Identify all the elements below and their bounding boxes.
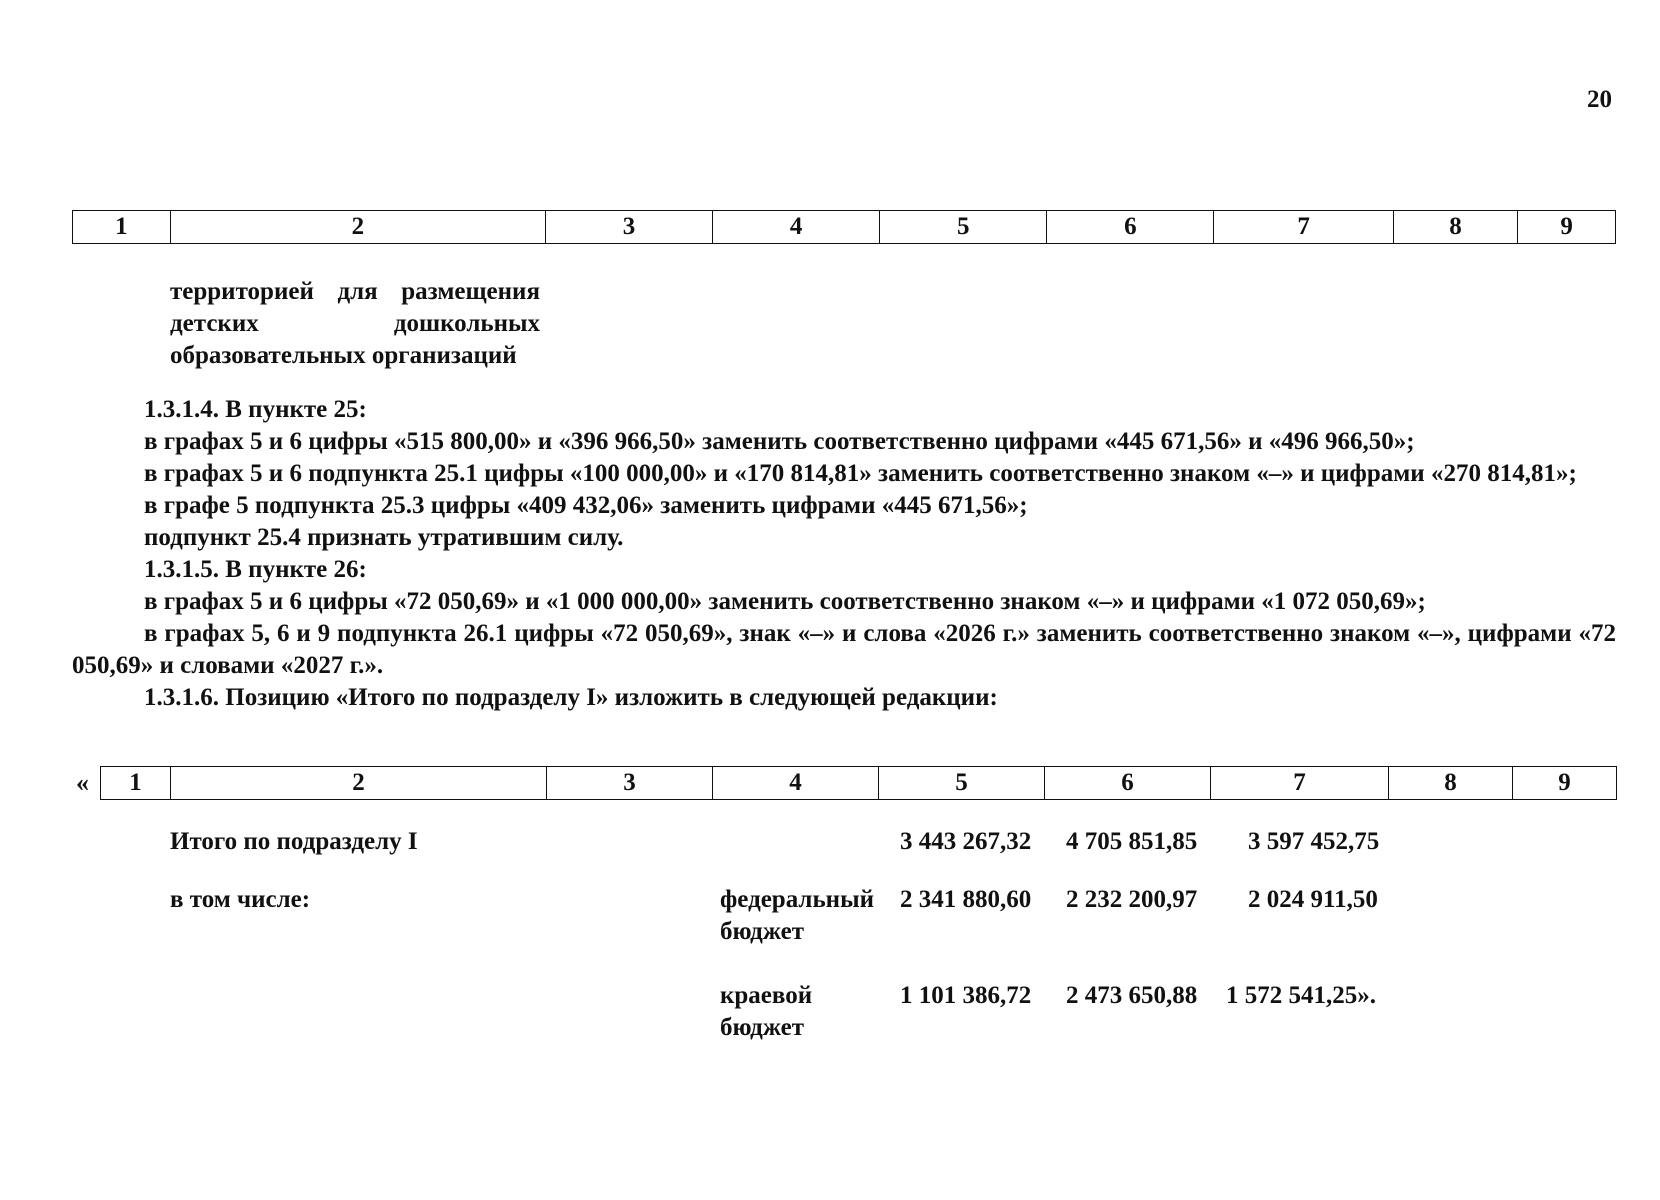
column-number-4: 4	[713, 211, 880, 244]
total-value-col5: 3 443 267,32	[900, 828, 1032, 855]
column-number-2: 2	[170, 211, 545, 244]
total-value-col7: 3 597 452,75	[1248, 828, 1380, 855]
column-number-3: 3	[545, 211, 712, 244]
amendments-text	[72, 394, 1616, 714]
regional-value-col7: 1 572 541,25».	[1226, 982, 1376, 1009]
column-number-6: 6	[1047, 211, 1214, 244]
amendment-paragraph: в графах 5 и 6 цифры «72 050,69» и «1 000 000,00» заменить соответственно знаком «–» и цифрами «1 072 050,69»;	[144, 588, 1426, 615]
column-number-header-top	[72, 210, 1616, 244]
opening-quote-mark: «	[76, 768, 89, 797]
column-number-2: 2	[171, 767, 547, 800]
column-number-1: 1	[73, 211, 171, 244]
amendment-paragraph: 1.3.1.4. В пункте 25:	[144, 396, 367, 423]
column-number-8: 8	[1393, 211, 1517, 244]
federal-value-col6: 2 232 200,97	[1066, 886, 1198, 913]
column-number-3: 3	[547, 767, 713, 800]
row-continuation-text: территорией для размещения детских дошкольных образовательных организаций	[170, 278, 540, 369]
column-number-5: 5	[880, 211, 1047, 244]
column-number-1: 1	[101, 767, 171, 800]
total-value-col6: 4 705 851,85	[1066, 828, 1198, 855]
page-number: 20	[1587, 86, 1612, 113]
amendment-paragraph: в графе 5 подпункта 25.3 цифры «409 432,06» заменить цифрами «445 671,56»;	[144, 492, 1028, 519]
column-number-4: 4	[713, 767, 879, 800]
column-number-6: 6	[1045, 767, 1211, 800]
amendment-paragraph: в графах 5, 6 и 9 подпункта 26.1 цифры «72 050,69», знак «–» и слова «2026 г.» заменить соответственно знаком «–», цифрами «72 050,69» и словами «2027 г.».	[72, 620, 1616, 679]
federal-value-col7: 2 024 911,50	[1248, 886, 1378, 913]
column-number-9: 9	[1513, 767, 1617, 800]
amendment-paragraph: подпункт 25.4 признать утратившим силу.	[144, 524, 624, 551]
regional-value-col5: 1 101 386,72	[900, 982, 1032, 1009]
amendment-paragraph: 1.3.1.5. В пункте 26:	[144, 556, 367, 583]
column-number-7: 7	[1214, 211, 1393, 244]
amendment-paragraph: в графах 5 и 6 цифры «515 800,00» и «396 966,50» заменить соответственно цифрами «445 671,56» и «496 966,50»;	[144, 428, 1415, 455]
column-number-5: 5	[879, 767, 1045, 800]
regional-budget-label: краевой бюджет	[720, 982, 813, 1041]
total-label: Итого по подразделу I	[170, 828, 418, 855]
column-number-7: 7	[1211, 767, 1389, 800]
federal-value-col5: 2 341 880,60	[900, 886, 1032, 913]
amendment-paragraph: 1.3.1.6. Позицию «Итого по подразделу I» изложить в следующей редакции:	[144, 684, 998, 711]
regional-value-col6: 2 473 650,88	[1066, 982, 1198, 1009]
including-label: в том числе:	[170, 886, 311, 913]
column-number-header-bottom	[100, 766, 1617, 800]
amendment-paragraph: в графах 5 и 6 подпункта 25.1 цифры «100 000,00» и «170 814,81» заменить соответственно знаком «–» и цифрами «270 814,81»;	[144, 460, 1577, 487]
column-number-8: 8	[1389, 767, 1513, 800]
federal-budget-label: федеральный бюджет	[720, 886, 875, 945]
column-number-9: 9	[1518, 211, 1616, 244]
